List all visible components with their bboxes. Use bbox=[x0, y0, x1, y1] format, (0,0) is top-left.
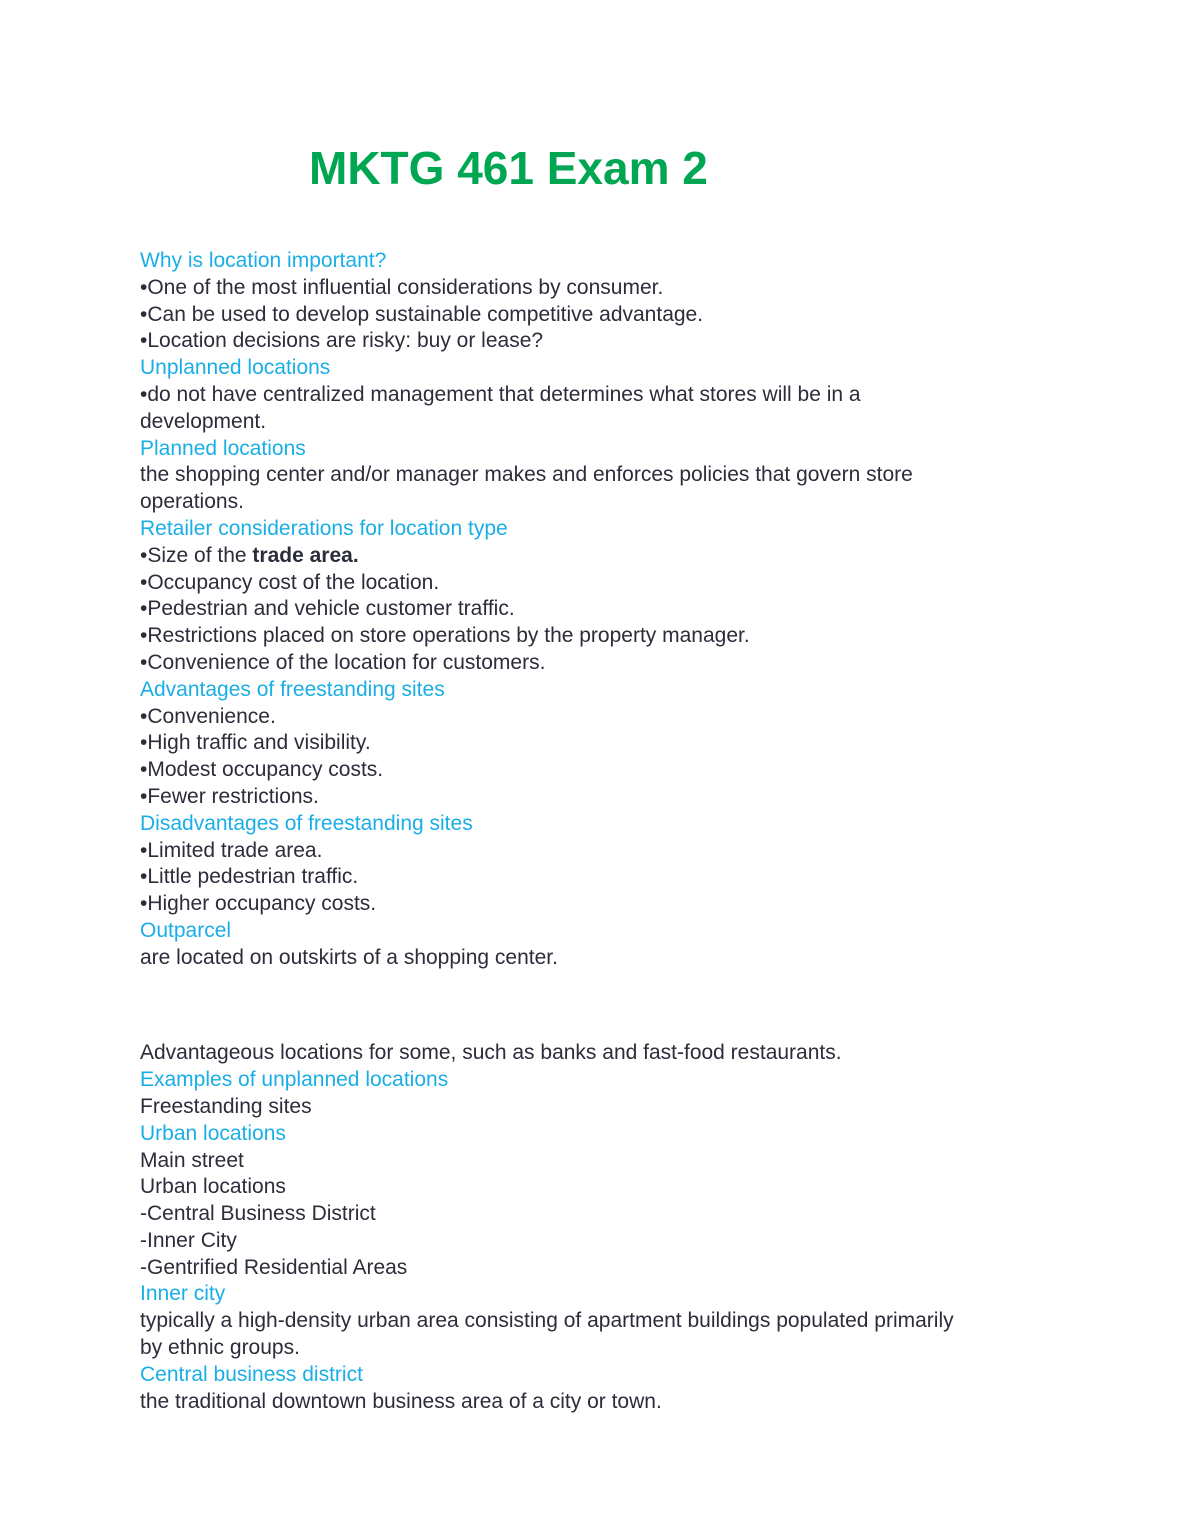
body-line: are located on outskirts of a shopping center. bbox=[140, 945, 558, 969]
body-line: •Occupancy cost of the location. bbox=[140, 570, 440, 594]
section-heading: Advantages of freestanding sites bbox=[140, 677, 445, 701]
body-line: development. bbox=[140, 409, 267, 433]
body-line: •Limited trade area. bbox=[140, 838, 323, 862]
section-heading: Urban locations bbox=[140, 1121, 286, 1145]
body-line: •Little pedestrian traffic. bbox=[140, 865, 359, 889]
body-line: typically a high-density urban area consisting of apartment buildings populated primarily bbox=[140, 1309, 954, 1333]
section-heading: Retailer considerations for location type bbox=[140, 516, 508, 540]
body-line: -Central Business District bbox=[140, 1202, 376, 1226]
bullet-line bbox=[140, 543, 1060, 570]
section-heading: Unplanned locations bbox=[140, 356, 331, 380]
body-line: Advantageous locations for some, such as banks and fast-food restaurants. bbox=[140, 1041, 842, 1065]
body-line: •Location decisions are risky: buy or lease? bbox=[140, 329, 544, 353]
body-line: Main street bbox=[140, 1148, 244, 1172]
section-heading: Examples of unplanned locations bbox=[140, 1068, 449, 1092]
bold-term: trade area. bbox=[252, 543, 359, 567]
body-line: •Modest occupancy costs. bbox=[140, 758, 384, 782]
section-heading: Outparcel bbox=[140, 918, 232, 942]
body-line: the traditional downtown business area of a city or town. bbox=[140, 1389, 662, 1413]
body-line: Freestanding sites bbox=[140, 1094, 312, 1118]
body-line: •Fewer restrictions. bbox=[140, 784, 319, 808]
body-line: •Convenience of the location for customers. bbox=[140, 650, 546, 674]
body-line: •High traffic and visibility. bbox=[140, 731, 371, 755]
body-line: •Pedestrian and vehicle customer traffic. bbox=[140, 597, 515, 621]
body-line: -Gentrified Residential Areas bbox=[140, 1255, 408, 1279]
body-line: •One of the most influential considerations by consumer. bbox=[140, 275, 664, 299]
body-line: •Restrictions placed on store operations by the property manager. bbox=[140, 624, 750, 648]
bullet-text: •Size of the bbox=[140, 543, 253, 567]
section-heading: Central business district bbox=[140, 1362, 363, 1386]
section-heading: Why is location important? bbox=[140, 249, 387, 272]
body-line: the shopping center and/or manager makes and enforces policies that govern store bbox=[140, 463, 913, 487]
section-heading: Inner city bbox=[140, 1282, 226, 1306]
body-line: -Inner City bbox=[140, 1228, 237, 1252]
body-line: •Can be used to develop sustainable competitive advantage. bbox=[140, 302, 704, 326]
body-line: •do not have centralized management that determines what stores will be in a bbox=[140, 382, 861, 406]
document-body bbox=[140, 248, 1060, 1415]
body-line: •Higher occupancy costs. bbox=[140, 892, 377, 916]
document-title: MKTG 461 Exam 2 bbox=[309, 142, 708, 194]
blank-line bbox=[140, 993, 1060, 1020]
section-heading: Disadvantages of freestanding sites bbox=[140, 811, 473, 835]
body-line: Urban locations bbox=[140, 1175, 286, 1199]
body-line: •Convenience. bbox=[140, 704, 276, 728]
section-heading: Planned locations bbox=[140, 436, 306, 460]
body-line: by ethnic groups. bbox=[140, 1336, 300, 1360]
body-line: operations. bbox=[140, 490, 244, 514]
